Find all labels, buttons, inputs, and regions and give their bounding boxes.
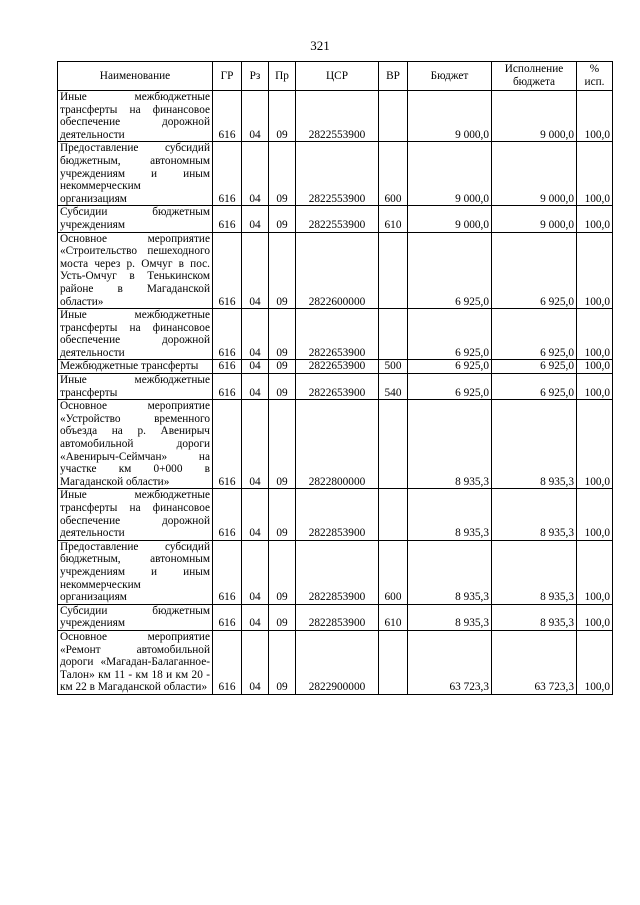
- row-percent: 100,0: [577, 206, 613, 232]
- row-percent: 100,0: [577, 489, 613, 540]
- row-name: Иные межбюджетные трансферты на финансовое обеспечение дорожной деятельности: [58, 489, 213, 540]
- row-budget: 8 935,3: [408, 540, 492, 604]
- row-vr: [379, 400, 408, 489]
- row-budget: 9 000,0: [408, 142, 492, 206]
- row-csr: 2822553900: [296, 91, 379, 142]
- row-pr: 09: [269, 400, 296, 489]
- row-execution: 8 935,3: [492, 489, 577, 540]
- table-row: [58, 142, 613, 206]
- header-percent: % исп.: [577, 62, 613, 91]
- row-percent: 100,0: [577, 400, 613, 489]
- row-pr: 09: [269, 489, 296, 540]
- table-row: [58, 360, 613, 374]
- row-vr: [379, 309, 408, 360]
- row-pr: 09: [269, 91, 296, 142]
- row-name: Субсидии бюджетным учреждениям: [58, 604, 213, 630]
- row-execution: 6 925,0: [492, 232, 577, 309]
- table-row: [58, 206, 613, 232]
- header-gr: ГР: [213, 62, 242, 91]
- header-execution: Исполнение бюджета: [492, 62, 577, 91]
- row-rz: 04: [242, 142, 269, 206]
- row-vr: [379, 630, 408, 694]
- row-csr: 2822653900: [296, 374, 379, 400]
- row-gr: 616: [213, 232, 242, 309]
- row-name: Межбюджетные трансферты: [58, 360, 213, 374]
- row-gr: 616: [213, 206, 242, 232]
- row-pr: 09: [269, 630, 296, 694]
- table-row: [58, 374, 613, 400]
- row-rz: 04: [242, 91, 269, 142]
- row-rz: 04: [242, 232, 269, 309]
- row-rz: 04: [242, 489, 269, 540]
- row-csr: 2822853900: [296, 489, 379, 540]
- row-vr: 600: [379, 142, 408, 206]
- row-name: Иные межбюджетные трансферты: [58, 374, 213, 400]
- row-csr: 2822653900: [296, 360, 379, 374]
- row-csr: 2822900000: [296, 630, 379, 694]
- row-vr: 610: [379, 604, 408, 630]
- row-name: Иные межбюджетные трансферты на финансовое обеспечение дорожной деятельности: [58, 91, 213, 142]
- row-gr: 616: [213, 540, 242, 604]
- row-budget: 63 723,3: [408, 630, 492, 694]
- row-rz: 04: [242, 360, 269, 374]
- header-budget: Бюджет: [408, 62, 492, 91]
- row-gr: 616: [213, 630, 242, 694]
- table-body: [58, 91, 613, 695]
- row-budget: 9 000,0: [408, 91, 492, 142]
- row-name: Иные межбюджетные трансферты на финансовое обеспечение дорожной деятельности: [58, 309, 213, 360]
- row-vr: 540: [379, 374, 408, 400]
- row-execution: 8 935,3: [492, 540, 577, 604]
- row-execution: 8 935,3: [492, 400, 577, 489]
- row-budget: 9 000,0: [408, 206, 492, 232]
- table-row: [58, 489, 613, 540]
- row-gr: 616: [213, 91, 242, 142]
- row-rz: 04: [242, 374, 269, 400]
- row-name: Предоставление субсидий бюджетным, автономным учреждениям и иным некоммерческим организациям: [58, 142, 213, 206]
- row-percent: 100,0: [577, 360, 613, 374]
- row-budget: 6 925,0: [408, 374, 492, 400]
- table-row: [58, 630, 613, 694]
- row-budget: 6 925,0: [408, 360, 492, 374]
- row-budget: 8 935,3: [408, 604, 492, 630]
- row-percent: 100,0: [577, 630, 613, 694]
- row-budget: 6 925,0: [408, 309, 492, 360]
- row-execution: 6 925,0: [492, 360, 577, 374]
- header-rz: Рз: [242, 62, 269, 91]
- row-gr: 616: [213, 489, 242, 540]
- row-vr: 500: [379, 360, 408, 374]
- table-row: [58, 540, 613, 604]
- row-vr: [379, 489, 408, 540]
- row-budget: 6 925,0: [408, 232, 492, 309]
- row-name: Основное мероприятие «Строительство пешеходного моста через р. Омчуг в пос. Усть-Омчуг в Тенькинском районе в Магаданской области»: [58, 232, 213, 309]
- row-rz: 04: [242, 540, 269, 604]
- row-budget: 8 935,3: [408, 400, 492, 489]
- row-pr: 09: [269, 360, 296, 374]
- row-csr: 2822600000: [296, 232, 379, 309]
- row-rz: 04: [242, 604, 269, 630]
- row-gr: 616: [213, 309, 242, 360]
- row-vr: [379, 91, 408, 142]
- row-execution: 63 723,3: [492, 630, 577, 694]
- row-execution: 6 925,0: [492, 374, 577, 400]
- table-row: [58, 400, 613, 489]
- table-header-row: [58, 62, 613, 91]
- row-name: Субсидии бюджетным учреждениям: [58, 206, 213, 232]
- table-row: [58, 91, 613, 142]
- row-percent: 100,0: [577, 604, 613, 630]
- row-name: Основное мероприятие «Ремонт автомобильной дороги «Магадан-Балаганное-Талон» км 11 - км 18 и км 20 - км 22 в Магаданской области»: [58, 630, 213, 694]
- row-percent: 100,0: [577, 232, 613, 309]
- table-row: [58, 232, 613, 309]
- row-gr: 616: [213, 142, 242, 206]
- row-name: Предоставление субсидий бюджетным, автономным учреждениям и иным некоммерческим организациям: [58, 540, 213, 604]
- row-percent: 100,0: [577, 91, 613, 142]
- row-execution: 9 000,0: [492, 142, 577, 206]
- page-number: 321: [310, 38, 330, 53]
- row-csr: 2822800000: [296, 400, 379, 489]
- row-name: Основное мероприятие «Устройство временного объезда на р. Авенирыч автомобильной дороги «Авенирыч-Сеймчан» на участке км 0+000 в Магаданской области»: [58, 400, 213, 489]
- row-execution: 9 000,0: [492, 206, 577, 232]
- row-percent: 100,0: [577, 309, 613, 360]
- row-execution: 6 925,0: [492, 309, 577, 360]
- header-vr: ВР: [379, 62, 408, 91]
- row-rz: 04: [242, 309, 269, 360]
- budget-table: [57, 61, 613, 695]
- row-rz: 04: [242, 630, 269, 694]
- row-budget: 8 935,3: [408, 489, 492, 540]
- header-csr: ЦСР: [296, 62, 379, 91]
- table-row: [58, 309, 613, 360]
- row-pr: 09: [269, 374, 296, 400]
- row-csr: 2822853900: [296, 604, 379, 630]
- row-csr: 2822853900: [296, 540, 379, 604]
- header-pr: Пр: [269, 62, 296, 91]
- row-pr: 09: [269, 540, 296, 604]
- row-rz: 04: [242, 400, 269, 489]
- row-vr: 600: [379, 540, 408, 604]
- row-percent: 100,0: [577, 142, 613, 206]
- row-gr: 616: [213, 360, 242, 374]
- row-gr: 616: [213, 400, 242, 489]
- row-csr: 2822553900: [296, 142, 379, 206]
- row-pr: 09: [269, 604, 296, 630]
- row-pr: 09: [269, 232, 296, 309]
- row-percent: 100,0: [577, 540, 613, 604]
- row-csr: 2822553900: [296, 206, 379, 232]
- row-csr: 2822653900: [296, 309, 379, 360]
- row-vr: 610: [379, 206, 408, 232]
- row-gr: 616: [213, 604, 242, 630]
- row-pr: 09: [269, 142, 296, 206]
- row-gr: 616: [213, 374, 242, 400]
- row-execution: 8 935,3: [492, 604, 577, 630]
- row-percent: 100,0: [577, 374, 613, 400]
- row-execution: 9 000,0: [492, 91, 577, 142]
- row-rz: 04: [242, 206, 269, 232]
- row-pr: 09: [269, 309, 296, 360]
- row-vr: [379, 232, 408, 309]
- row-pr: 09: [269, 206, 296, 232]
- header-name: Наименование: [58, 62, 213, 91]
- table-row: [58, 604, 613, 630]
